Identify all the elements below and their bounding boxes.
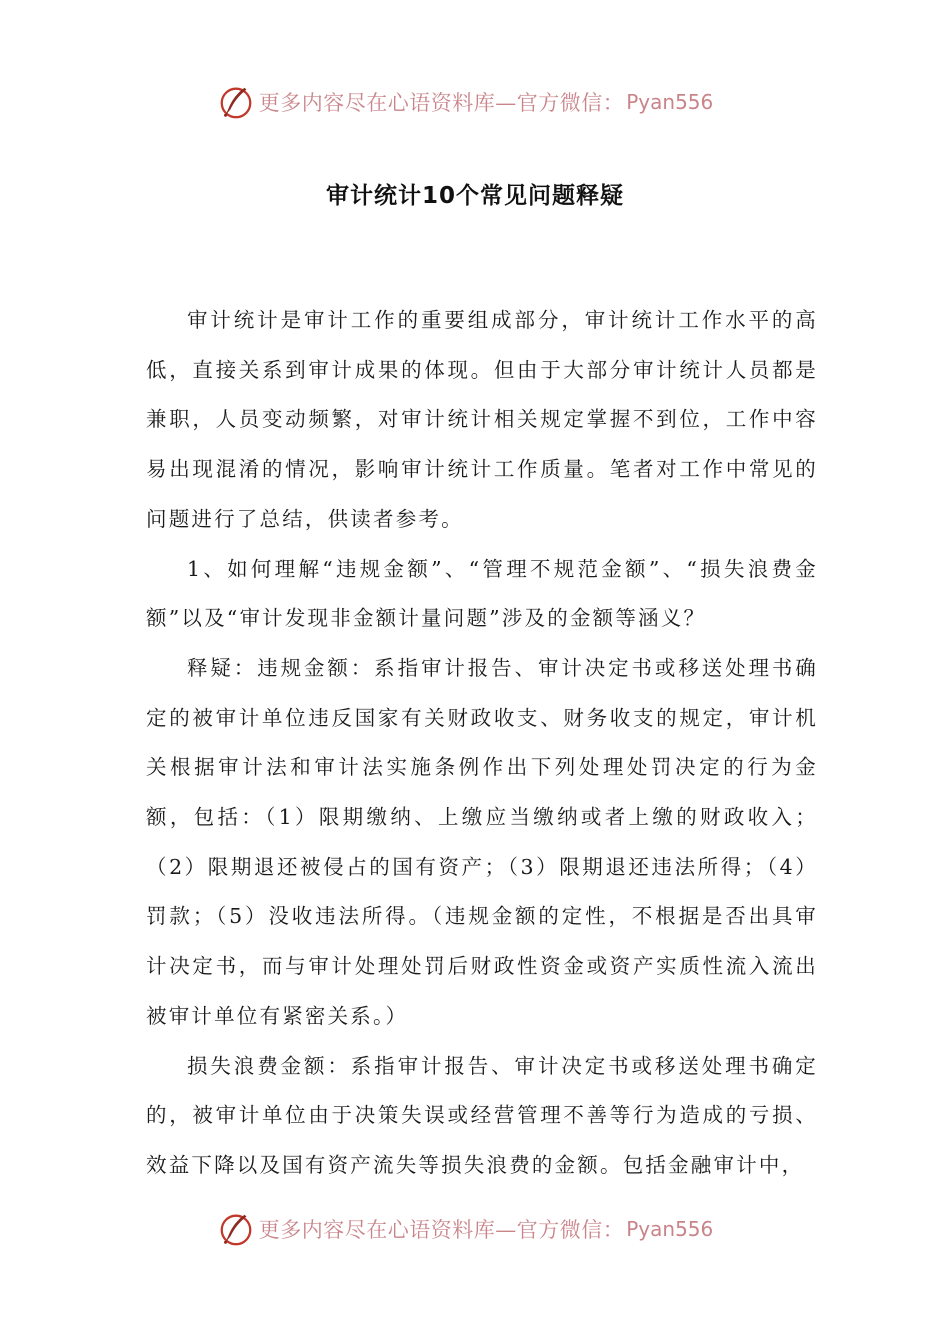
quill-in-circle-icon [217,83,255,121]
banner-wechat-label: 官方微信： [516,1218,625,1242]
document-body [146,296,818,1191]
paragraph-question-1: 1、如何理解“违规金额”、“管理不规范金额”、“损失浪费金额”以及“审计发现非金额计量问题”涉及的金额等涵义？ [146,556,818,631]
footer-banner [0,1207,950,1251]
banner-wechat-label: 官方微信： [516,91,625,115]
paragraph-intro: 审计统计是审计工作的重要组成部分，审计统计工作水平的高低，直接关系到审计成果的体现。但由于大部分审计统计人员都是兼职，人员变动频繁，对审计统计相关规定掌握不到位，工作中容易出现混淆的情况，影响审计统计工作质量。笔者对工作中常见的问题进行了总结，供读者参考。 [146,308,818,531]
paragraph-loss-waste: 损失浪费金额：系指审计报告、审计决定书或移送处理书确定的，被审计单位由于决策失误或经营管理不善等行为造成的亏损、效益下降以及国有资产流失等损失浪费的金额。包括金融审计中， [146,1053,818,1177]
banner-wechat-id: Pyan556 [626,90,714,114]
banner-slogan [259,87,625,117]
banner-wechat-id: Pyan556 [626,1217,714,1241]
quill-in-circle-icon [217,1210,255,1248]
banner-main-text: 更多内容尽在心语资料库 [258,91,496,115]
banner-dash: — [495,91,517,115]
paragraph-answer-1: 释疑：违规金额：系指审计报告、审计决定书或移送处理书确定的被审计单位违反国家有关财政收支、财务收支的规定，审计机关根据审计法和审计法实施条例作出下列处理处罚决定的行为金额，包括：（1）限期缴纳、上缴应当缴纳或者上缴的财政收入；（2）限期退还被侵占的国有资产；（3）限期退还违法所得；（4）罚款；（5）没收违法所得。（违规金额的定性，不根据是否出具审计决定书，而与审计处理处罚后财政性资金或资产实质性流入流出被审计单位有紧密关系。） [146,655,818,1028]
banner-dash: — [495,1218,517,1242]
banner-slogan [259,1214,625,1244]
header-banner [0,80,950,124]
banner-main-text: 更多内容尽在心语资料库 [258,1218,496,1242]
document-title: 审计统计10个常见问题释疑 [325,183,624,209]
